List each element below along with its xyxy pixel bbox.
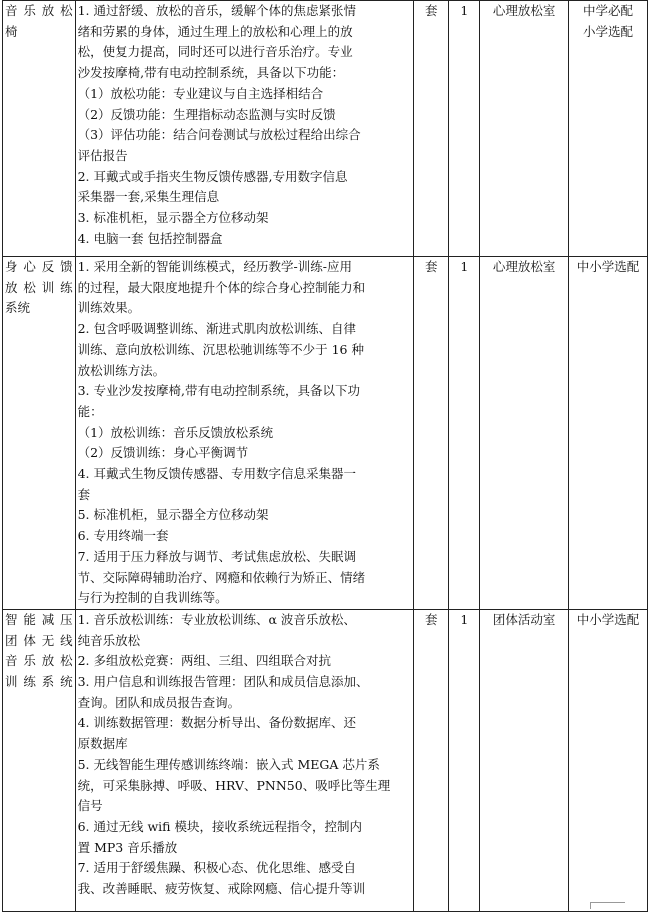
config-line: 中小学选配	[576, 611, 640, 627]
spec-line: （1）放松训练：音乐反馈放松系统	[77, 424, 274, 440]
spec-line: 放松训练方法。	[77, 362, 166, 378]
quantity-cell: 1	[449, 1, 480, 257]
spec-line: （3）评估功能：结合问卷测试与放松过程给出综合	[77, 127, 361, 143]
spec-line: 1. 音乐放松训练：专业放松训练、α 波音乐放松、	[77, 611, 356, 627]
unit-cell: 套	[414, 609, 449, 911]
spec-cell	[75, 1, 414, 257]
spec-line: 4. 训练数据管理：数据分析导出、备份数据库、还	[77, 715, 357, 731]
spec-line: 原数据库	[77, 736, 128, 752]
item-name-line: 身心反馈	[5, 259, 73, 274]
spec-line: 4. 电脑一套 包括控制器盒	[77, 230, 223, 246]
item-name-cell	[3, 1, 76, 257]
spec-line: （2）反馈功能：生理指标动态监测与实时反馈	[77, 106, 336, 122]
spec-line: 4. 耳戴式生物反馈传感器、专用数字信息采集器一	[77, 466, 357, 482]
spec-line: 3. 标准机柜，显示器全方位移动架	[77, 210, 269, 226]
spec-line: 2. 耳戴式或手指夹生物反馈传感器,专用数字信息	[77, 168, 348, 184]
table-row	[3, 257, 648, 610]
spec-line: 纯音乐放松	[77, 632, 141, 648]
item-name-cell	[3, 609, 76, 911]
room-cell: 心理放松室	[480, 1, 569, 257]
item-name-line: 放松训练	[5, 279, 73, 295]
spec-line: 节、交际障碍辅助治疗、网瘾和依赖行为矫正、情绪	[77, 569, 366, 585]
config-cell	[568, 1, 647, 257]
spec-cell	[75, 609, 414, 911]
spec-line: 5. 无线智能生理传感训练终端：嵌入式 MEGA 芯片系	[77, 756, 380, 772]
spec-line: 1. 采用全新的智能训练模式，经历教学-训练-应用	[77, 259, 352, 274]
spec-line: 2. 多组放松竞赛：两组、三组、四组联合对抗	[77, 653, 332, 669]
item-name-line: 椅	[5, 23, 18, 39]
spec-line: 沙发按摩椅,带有电动控制系统，具备以下功能：	[77, 65, 345, 81]
item-name-cell	[3, 257, 76, 610]
spec-line: 训练、意向放松训练、沉思松驰训练等不少于 16 种	[77, 341, 364, 357]
spec-line: 3. 用户信息和训练报告管理：团队和成员信息添加、	[77, 674, 369, 690]
item-name-line: 智能减压	[5, 611, 73, 627]
spec-line: 统，可采集脉搏、呼吸、HRV、PNN50、吸呼比等生理	[77, 777, 391, 793]
quantity-cell: 1	[449, 257, 480, 610]
spec-line: 查询。团队和成员报告查询。	[77, 694, 241, 710]
spec-line: （1）放松功能：专业建议与自主选择相结合	[77, 85, 324, 101]
spec-line: 6. 通过无线 wifi 模块，接收系统远程指令，控制内	[77, 818, 362, 834]
spec-line: 我、改善睡眠、疲劳恢复、戒除网瘾、信心提升等训	[77, 881, 366, 897]
spec-line: 6. 专用终端一套	[77, 528, 169, 544]
table-row	[3, 1, 648, 257]
spec-line: 套	[77, 486, 91, 502]
item-name-line: 音乐放松	[5, 3, 73, 18]
config-line: 小学选配	[582, 23, 633, 39]
spec-line: 绪和劳累的身体，通过生理上的放松和心理上的放	[77, 23, 353, 39]
config-cell	[568, 257, 647, 610]
spec-line: 松，使复力提高，同时还可以进行音乐治疗。专业	[77, 44, 353, 60]
equipment-table	[2, 0, 648, 912]
spec-line: 能：	[77, 403, 103, 419]
table-row	[3, 609, 648, 911]
unit-cell: 套	[414, 257, 449, 610]
spec-line: 3. 专业沙发按摩椅,带有电动控制系统，具备以下功	[77, 383, 360, 399]
spec-line: （2）反馈训练：身心平衡调节	[77, 445, 249, 461]
spec-line: 的过程，最大限度地提升个体的综合身心控制能力和	[77, 279, 366, 295]
item-name-line: 系统	[5, 300, 31, 316]
room-cell: 团体活动室	[480, 609, 569, 911]
spec-line: 1. 通过舒缓、放松的音乐，缓解个体的焦虑紧张情	[77, 3, 357, 18]
spec-line: 与行为控制的自我训练等。	[77, 590, 228, 606]
item-name-line: 音乐放松	[5, 653, 73, 669]
unit-cell: 套	[414, 1, 449, 257]
item-name-line: 团体无线	[5, 632, 73, 648]
config-line: 中小学选配	[576, 259, 640, 274]
spec-cell	[75, 257, 414, 610]
spec-line: 2. 包含呼吸调整训练、渐进式肌肉放松训练、自律	[77, 321, 357, 337]
quantity-cell: 1	[449, 609, 480, 911]
spec-line: 评估报告	[77, 147, 128, 163]
config-cell	[568, 609, 647, 911]
spec-line: 信号	[77, 798, 103, 814]
spec-line: 训练效果。	[77, 300, 141, 316]
spec-line: 7. 适用于压力释放与调节、考试焦虑放松、失眠调	[77, 548, 357, 564]
item-name-line: 训练系统	[5, 674, 73, 690]
spec-line: 采集器一套,采集生理信息	[77, 189, 220, 205]
config-line: 中学必配	[582, 3, 633, 18]
spec-line: 7. 适用于舒缓焦躁、积极心态、优化思维、感受自	[77, 860, 357, 876]
spec-line: 5. 标准机柜，显示器全方位移动架	[77, 507, 269, 523]
room-cell: 心理放松室	[480, 257, 569, 610]
spec-line: 置 MP3 音乐播放	[77, 839, 178, 855]
